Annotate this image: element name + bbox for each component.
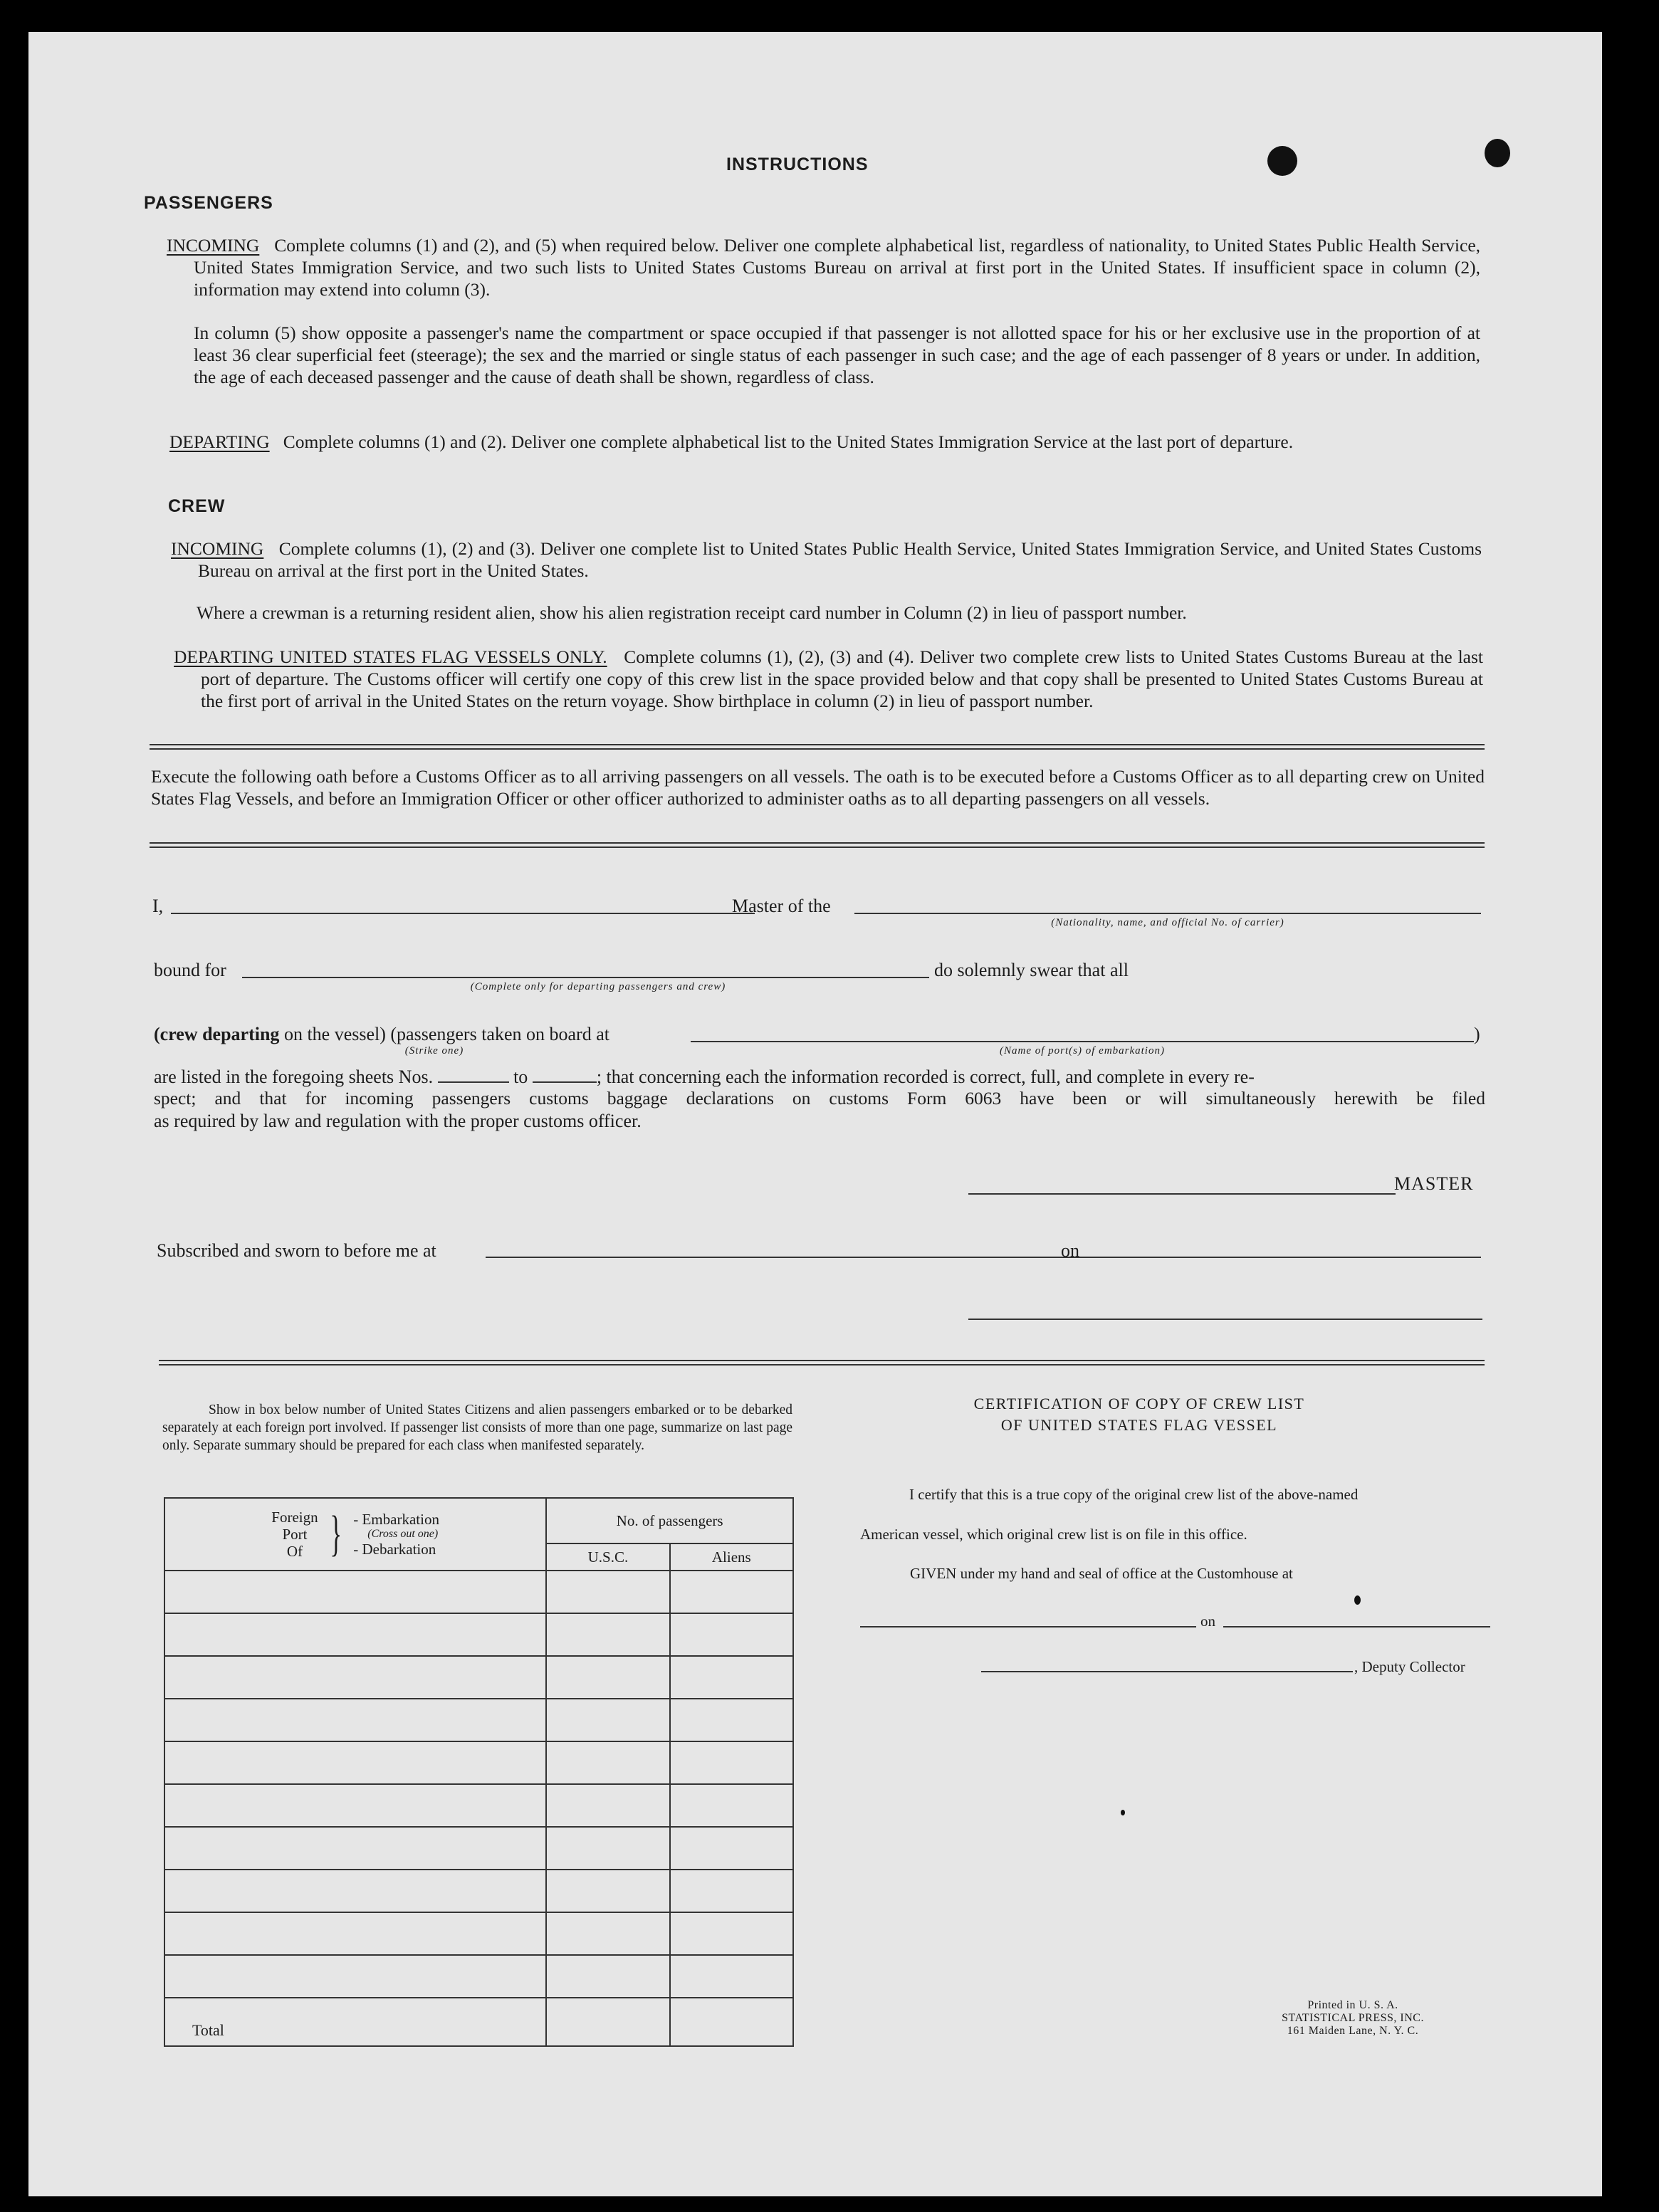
port-cell[interactable] — [164, 1827, 546, 1870]
passengers-departing-label: DEPARTING — [169, 431, 270, 452]
passengers-departing-paragraph — [169, 431, 1480, 453]
table-row — [164, 1784, 793, 1827]
port-header — [164, 1498, 546, 1571]
form-page — [28, 32, 1602, 2196]
foreign-label: Foreign — [271, 1509, 318, 1526]
section-divider — [150, 842, 1485, 848]
master-of-the-label: Master of the — [732, 896, 831, 916]
master-label: MASTER — [1394, 1173, 1474, 1194]
punch-hole-mark — [1267, 146, 1297, 176]
usc-total-cell[interactable] — [546, 1998, 669, 2046]
port-cell[interactable] — [164, 1955, 546, 1998]
embarkation-label: - Embarkation — [353, 1511, 439, 1528]
listed-text-2: ; that concerning each the information recorded is correct, full, and complete in every re- — [596, 1066, 1255, 1087]
aliens-cell[interactable] — [670, 1656, 793, 1699]
crew-departing-paragraph — [174, 646, 1483, 712]
cross-out-note: (Cross out one) — [367, 1528, 439, 1540]
usc-cell[interactable] — [546, 1656, 669, 1699]
crew-alien-paragraph: Where a crewman is a returning resident alien, show his alien registration receipt card number in Column (2) in lieu of passport number. — [197, 602, 1187, 623]
ink-speck — [1121, 1810, 1125, 1815]
crew-incoming-paragraph — [171, 538, 1482, 582]
listed-to-text: to — [513, 1066, 528, 1087]
solemnly-swear-label: do solemnly swear that all — [934, 960, 1129, 980]
passengers-column5-paragraph: In column (5) show opposite a passenger's name the compartment or space occupied if that passenger is not allotted space for his or her exclusive use in the proportion of at least 36 clear superficial feet (steerage); the sex and the married or single status of each passenger in such case; and the age of each passenger of 8 years or under. In addition, the age of each deceased passenger and the cause of death shall be shown, regardless of class. — [194, 323, 1480, 387]
sheet-from-field[interactable] — [438, 1081, 509, 1083]
usc-cell[interactable] — [546, 1784, 669, 1827]
printer-imprint — [1239, 1999, 1467, 2038]
table-row — [164, 1699, 793, 1741]
american-vessel-text: American vessel, which original crew list is on file in this office. — [860, 1526, 1247, 1543]
master-signature-field[interactable] — [968, 1193, 1396, 1195]
table-row — [164, 1613, 793, 1656]
debarkation-label: - Debarkation — [353, 1541, 436, 1558]
usc-cell[interactable] — [546, 1741, 669, 1784]
usc-header: U.S.C. — [546, 1543, 669, 1571]
bound-for-label: bound for — [154, 960, 226, 980]
aliens-cell[interactable] — [670, 1741, 793, 1784]
of-label: Of — [286, 1543, 303, 1560]
aliens-cell[interactable] — [670, 1613, 793, 1656]
certification-date-field[interactable] — [1223, 1626, 1490, 1627]
officer-signature-field[interactable] — [968, 1319, 1482, 1320]
sworn-on-label: on — [1061, 1240, 1079, 1261]
listed-line-4: as required by law and regulation with the proper customs officer. — [154, 1111, 642, 1131]
sworn-location-field[interactable] — [486, 1257, 1082, 1258]
aliens-cell[interactable] — [670, 1784, 793, 1827]
certification-title-2: OF UNITED STATES FLAG VESSEL — [1000, 1416, 1278, 1434]
listed-line-3: spect; and that for incoming passengers customs baggage declarations on customs Form 6063 have been or will simultaneously herewith be filed — [154, 1088, 1485, 1108]
aliens-cell[interactable] — [670, 1955, 793, 1998]
table-row — [164, 1955, 793, 1998]
table-row — [164, 1912, 793, 1955]
certify-text: I certify that this is a true copy of the original crew list of the above-named — [909, 1486, 1359, 1503]
port-cell[interactable] — [164, 1613, 546, 1656]
port-cell[interactable] — [164, 1870, 546, 1912]
aliens-header: Aliens — [670, 1543, 793, 1571]
port-cell[interactable] — [164, 1656, 546, 1699]
passengers-incoming-text: Complete columns (1) and (2), and (5) when required below. Deliver one complete alphabetical list, regardless of nationality, to United States Public Health Service, United States Immigration Service, and two such lists to United States Customs Bureau on arrival at first port in the United States. If insufficient space in column (2), information may extend into column (3). — [194, 235, 1481, 300]
crew-incoming-text: Complete columns (1), (2) and (3). Deliver one complete list to United States Public Health Service, United States Immigration Service, and United States Customs Bureau on arrival at the first port in the United States. — [198, 538, 1482, 581]
table-row — [164, 1741, 793, 1784]
port-cell[interactable] — [164, 1571, 546, 1613]
total-label: Total — [164, 1998, 546, 2046]
nationality-note: (Nationality, name, and official No. of carrier) — [1051, 917, 1284, 928]
printer-line-3: 161 Maiden Lane, N. Y. C. — [1287, 2025, 1419, 2037]
strike-one-note: (Strike one) — [404, 1045, 464, 1057]
passenger-summary-table — [164, 1497, 794, 2047]
printer-line-2: STATISTICAL PRESS, INC. — [1282, 2012, 1424, 2024]
bound-for-field[interactable] — [242, 977, 929, 978]
complete-only-note: (Complete only for departing passengers and crew) — [470, 981, 726, 992]
aliens-total-cell[interactable] — [670, 1998, 793, 2046]
port-cell[interactable] — [164, 1699, 546, 1741]
crew-departing-text: Complete columns (1), (2), (3) and (4). Deliver two complete crew lists to United States Customs Bureau at the last port of departure. The Customs officer will certify one copy of this crew list in the space provided below and that copy shall be presented to United States Customs Bureau at the first port of arrival in the United States on the return voyage. Show birthplace in column (2) in lieu of passport number. — [201, 646, 1484, 711]
crew-heading: CREW — [168, 496, 226, 516]
no-passengers-header: No. of passengers — [546, 1498, 793, 1543]
usc-cell[interactable] — [546, 1571, 669, 1613]
usc-cell[interactable] — [546, 1955, 669, 1998]
on-vessel-text: on the vessel) (passengers taken on board at — [283, 1024, 609, 1044]
passengers-departing-text: Complete columns (1) and (2). Deliver one complete alphabetical list to the United States Immigration Service at the last port of departure. — [283, 431, 1294, 452]
usc-cell[interactable] — [546, 1912, 669, 1955]
aliens-cell[interactable] — [670, 1827, 793, 1870]
crew-departing-text: (crew departing — [154, 1024, 280, 1044]
master-name-field[interactable] — [171, 913, 755, 914]
port-cell[interactable] — [164, 1784, 546, 1827]
port-cell[interactable] — [164, 1912, 546, 1955]
certification-title-1: CERTIFICATION OF COPY OF CREW LIST — [973, 1395, 1305, 1412]
deputy-collector-label: , Deputy Collector — [1354, 1658, 1465, 1675]
brace-icon: } — [330, 1506, 342, 1561]
usc-cell[interactable] — [546, 1613, 669, 1656]
punch-hole-mark — [1485, 139, 1510, 167]
subscribed-label: Subscribed and sworn to before me at — [157, 1240, 436, 1261]
aliens-cell[interactable] — [670, 1571, 793, 1613]
passengers-incoming-paragraph — [167, 234, 1480, 300]
certification-title — [869, 1393, 1410, 1436]
port-label: Port — [282, 1526, 308, 1543]
section-divider — [150, 744, 1485, 750]
embarkation-port-field[interactable] — [691, 1041, 1474, 1042]
table-row — [164, 1656, 793, 1699]
usc-cell[interactable] — [546, 1870, 669, 1912]
crew-passengers-line — [154, 1024, 609, 1045]
usc-cell[interactable] — [546, 1827, 669, 1870]
close-paren: ) — [1474, 1024, 1480, 1044]
table-row — [164, 1571, 793, 1613]
listed-line-1 — [154, 1066, 1255, 1088]
table-row — [164, 1827, 793, 1870]
total-row — [164, 1998, 793, 2046]
instructions-title: INSTRUCTIONS — [726, 154, 869, 174]
aliens-cell[interactable] — [670, 1912, 793, 1955]
carrier-field[interactable] — [854, 913, 1481, 914]
usc-cell[interactable] — [546, 1699, 669, 1741]
port-cell[interactable] — [164, 1741, 546, 1784]
section-divider — [159, 1360, 1485, 1366]
listed-text-1: are listed in the foregoing sheets Nos. — [154, 1066, 434, 1087]
certification-on-label: on — [1200, 1613, 1215, 1630]
port-note: (Name of port(s) of embarkation) — [1000, 1045, 1165, 1057]
oath-instructions: Execute the following oath before a Customs Officer as to all arriving passengers on all vessels. The oath is to be executed before a Customs Officer as to all departing crew on United States Flag Vessels, and before an Immigration Officer or other officer authorized to administer oaths as to all departing passengers on all vessels. — [151, 766, 1485, 809]
customhouse-field[interactable] — [860, 1626, 1196, 1627]
ink-speck — [1354, 1595, 1361, 1605]
summary-instructions: Show in box below number of United States Citizens and alien passengers embarked or to be debarked separately at each foreign port involved. If passenger list consists of more than one page, summarize on last page only. Separate summary should be prepared for each class when manifested separately. — [162, 1403, 792, 1453]
sworn-date-field[interactable] — [1081, 1257, 1481, 1258]
crew-incoming-label: INCOMING — [171, 538, 264, 559]
crew-departing-label: DEPARTING UNITED STATES FLAG VESSELS ONLY. — [174, 646, 607, 667]
passengers-incoming-label: INCOMING — [167, 235, 260, 256]
oath-i-label: I, — [152, 896, 164, 916]
passengers-heading: PASSENGERS — [144, 193, 273, 213]
printer-line-1: Printed in U. S. A. — [1307, 1999, 1398, 2011]
sheet-to-field[interactable] — [533, 1081, 597, 1083]
given-text: GIVEN under my hand and seal of office at the Customhouse at — [910, 1565, 1293, 1582]
aliens-cell[interactable] — [670, 1870, 793, 1912]
table-row — [164, 1870, 793, 1912]
aliens-cell[interactable] — [670, 1699, 793, 1741]
deputy-signature-field[interactable] — [981, 1671, 1353, 1672]
